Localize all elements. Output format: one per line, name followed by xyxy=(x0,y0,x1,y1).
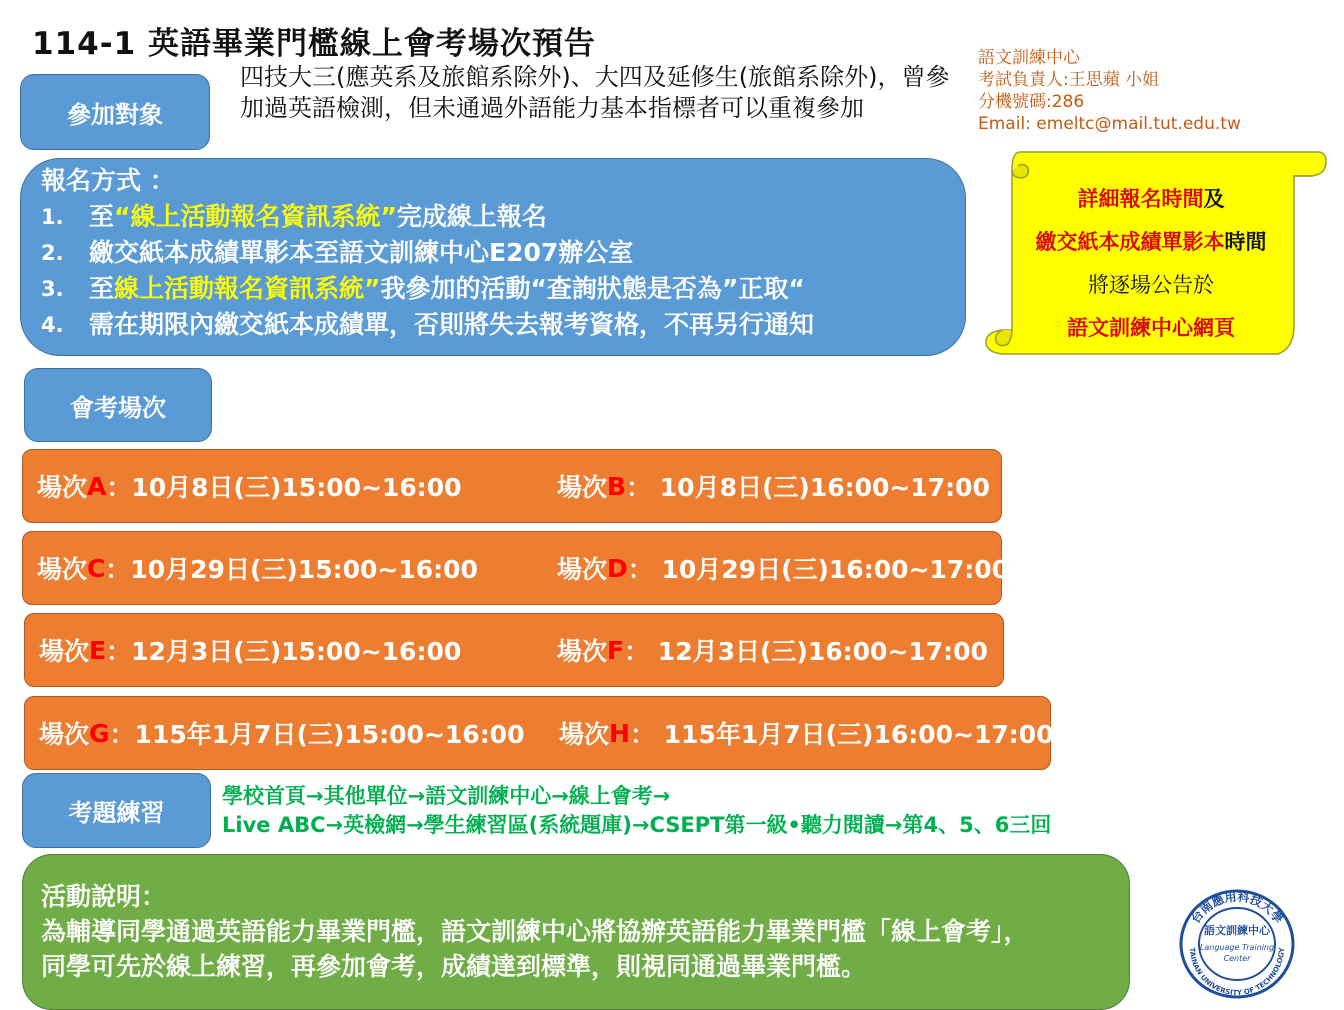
seal-icon xyxy=(1176,886,1298,1000)
session-time: ：10月29日(三)15:00~16:00 xyxy=(105,555,478,584)
session-letter: H xyxy=(609,718,630,748)
signup-step xyxy=(41,199,965,235)
session-item xyxy=(557,450,990,522)
practice-label: 考題練習 xyxy=(22,773,211,848)
session-row xyxy=(24,613,1004,687)
session-letter: D xyxy=(607,553,628,583)
activity-heading: 活動說明： xyxy=(41,882,167,911)
session-item xyxy=(39,614,461,686)
session-letter: A xyxy=(87,471,107,501)
university-seal-logo xyxy=(1176,886,1298,1000)
step-text: 至 xyxy=(89,202,115,231)
sessions-label: 會考場次 xyxy=(24,368,212,442)
session-prefix: 場次 xyxy=(37,473,88,502)
step-text: 完成線上報名 xyxy=(396,202,547,231)
notice-text xyxy=(1010,178,1292,350)
session-time: ： 10月29日(三)16:00~17:00 xyxy=(627,555,1010,584)
step-text: 繳交紙本成績單影本至語文訓練中心E207辦公室 xyxy=(89,238,634,267)
session-time: ： 10月8日(三)16:00~17:00 xyxy=(626,473,990,502)
signup-step xyxy=(41,235,965,271)
session-letter: E xyxy=(89,635,107,665)
step-text: 至 xyxy=(89,274,115,303)
activity-text: 為輔導同學通過英語能力畢業門檻，語文訓練中心將協辦英語能力畢業門檻「線上會考」， xyxy=(41,917,1029,946)
step-text: 我參加的活動“查詢狀態是否為”正取“ xyxy=(380,274,805,303)
contact-email[interactable]: Email: emeltc@mail.tut.edu.tw xyxy=(978,114,1241,134)
session-time: ：12月3日(三)15:00~16:00 xyxy=(106,637,462,666)
practice-path-line: 學校首頁→其他單位→語文訓練中心→線上會考→ xyxy=(222,784,671,808)
notice-plain: 將逐場公告於 xyxy=(1088,273,1214,297)
session-prefix: 場次 xyxy=(557,555,608,584)
session-time: ：10月8日(三)15:00~16:00 xyxy=(106,473,462,502)
session-item xyxy=(557,614,988,686)
step-number: 1. xyxy=(41,205,64,229)
step-number: 2. xyxy=(41,241,64,265)
session-time: ： 115年1月7日(三)16:00~17:00 xyxy=(629,720,1054,749)
session-time: ：115年1月7日(三)15:00~16:00 xyxy=(109,720,525,749)
seal-bottom-text: TAINAN UNIVERSITY OF TECHNOLOGY xyxy=(1187,947,1287,998)
contact-org: 語文訓練中心 xyxy=(978,48,1080,68)
session-letter: C xyxy=(87,553,106,583)
notice-plain: 及 xyxy=(1203,187,1225,211)
session-item xyxy=(37,532,478,604)
target-text: 四技大三(應英系及旅館系除外)、大四及延修生(旅館系除外)，曾參加過英語檢測，但未通過外語能力基本指標者可以重複參加 xyxy=(240,63,950,122)
session-item xyxy=(559,697,1054,769)
practice-path-line: Live ABC→英檢網→學生練習區(系統題庫)→CSEPT第一級•聽力閱讀→第4、5、6三回 xyxy=(222,813,1052,837)
session-prefix: 場次 xyxy=(559,720,610,749)
session-prefix: 場次 xyxy=(557,473,608,502)
seal-en-text: Language Training xyxy=(1199,943,1275,952)
signup-step xyxy=(41,307,965,343)
target-label: 參加對象 xyxy=(20,74,210,150)
session-item xyxy=(39,697,524,769)
step-number: 3. xyxy=(41,277,64,301)
activity-text: 同學可先於線上練習，再參加會考，成績達到標準，則視同通過畢業門檻。 xyxy=(41,952,867,981)
notice-highlight: 詳細報名時間 xyxy=(1077,187,1204,211)
signup-box xyxy=(20,158,966,356)
session-prefix: 場次 xyxy=(37,555,88,584)
step-text: 需在期限內繳交紙本成績單，否則將失去報考資格，不再另行通知 xyxy=(89,310,815,339)
signup-step xyxy=(41,271,965,307)
notice-plain: 時間 xyxy=(1224,230,1267,254)
contact-ext: 分機號碼:286 xyxy=(978,92,1085,112)
session-letter: B xyxy=(607,471,627,501)
session-row xyxy=(22,449,1002,523)
contact-info xyxy=(978,47,1241,135)
activity-box xyxy=(22,854,1130,1010)
session-time: ： 12月3日(三)16:00~17:00 xyxy=(624,637,988,666)
session-letter: F xyxy=(607,635,625,665)
practice-path xyxy=(222,782,1051,840)
signup-heading: 報名方式 ： xyxy=(41,166,175,195)
contact-person: 考試負責人:王思蘋 小姐 xyxy=(978,70,1160,90)
session-item xyxy=(37,450,462,522)
seal-center-text: 語文訓練中心 xyxy=(1204,924,1270,937)
session-prefix: 場次 xyxy=(39,637,90,666)
seal-en-text: Center xyxy=(1223,954,1251,963)
session-prefix: 場次 xyxy=(557,637,608,666)
system-link[interactable]: 線上活動報名資訊系統” xyxy=(114,274,381,303)
system-link[interactable]: “線上活動報名資訊系統” xyxy=(114,202,397,231)
session-row xyxy=(24,696,1054,770)
page-title: 114-1 英語畢業門檻線上會考場次預告 xyxy=(32,26,596,62)
notice-highlight: 語文訓練中心網頁 xyxy=(1067,316,1235,340)
session-item xyxy=(557,532,1009,604)
session-prefix: 場次 xyxy=(39,720,90,749)
seal-top-text: 台南應用科技大學 xyxy=(1188,889,1286,926)
session-row xyxy=(22,531,1010,605)
step-number: 4. xyxy=(41,313,64,337)
session-letter: G xyxy=(89,718,110,748)
notice-highlight: 繳交紙本成績單影本 xyxy=(1035,230,1225,254)
